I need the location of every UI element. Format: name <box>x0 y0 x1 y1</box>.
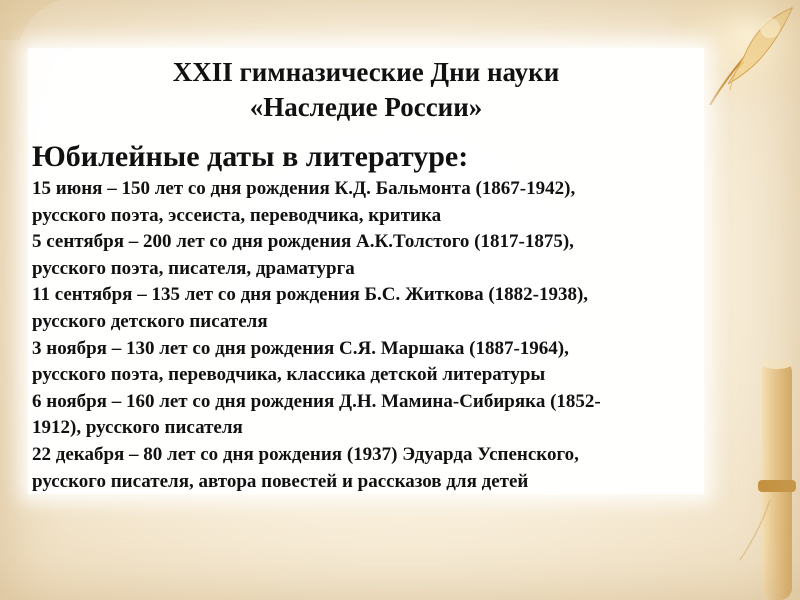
list-item-line: 22 декабря – 80 лет со дня рождения (1937) Эдуарда Успенского, <box>32 443 579 465</box>
section-heading: Юбилейные даты в литературе: <box>32 140 469 173</box>
slide-title <box>28 55 704 125</box>
list-item-line: 3 ноября – 130 лет со дня рождения С.Я. Маршака (1887-1964), <box>32 337 569 359</box>
anniversary-list <box>32 176 722 495</box>
list-item-line: 6 ноября – 160 лет со дня рождения Д.Н. Мамина-Сибиряка (1852- <box>32 390 601 412</box>
list-item-line: 15 июня – 150 лет со дня рождения К.Д. Бальмонта (1867-1942), <box>32 178 576 199</box>
title-line: «Наследие России» <box>249 92 483 122</box>
rolled-scroll-icon <box>710 360 800 600</box>
list-item-line: русского поэта, писателя, драматурга <box>32 257 355 279</box>
list-item-line: русского писателя, автора повестей и рассказов для детей <box>32 470 529 492</box>
list-item-line: русского детского писателя <box>32 310 268 332</box>
list-item <box>32 176 722 229</box>
list-item <box>32 282 722 335</box>
list-item <box>32 336 722 389</box>
corner-ornament-icon <box>0 0 60 40</box>
list-item-line: русского поэта, переводчика, классика детской литературы <box>32 364 546 386</box>
list-item <box>32 389 722 442</box>
title-line: XXII гимназические Дни науки <box>172 57 560 87</box>
list-item-line: русского поэта, эссеиста, переводчика, критика <box>32 204 442 226</box>
list-item <box>32 229 722 282</box>
list-item-line: 5 сентября – 200 лет со дня рождения А.К.Толстого (1817-1875), <box>32 231 574 253</box>
list-item-line: 1912), русского писателя <box>32 417 243 439</box>
list-item-line: 11 сентября – 135 лет со дня рождения Б.С. Житкова (1882-1938), <box>32 284 589 306</box>
list-item <box>32 442 722 495</box>
